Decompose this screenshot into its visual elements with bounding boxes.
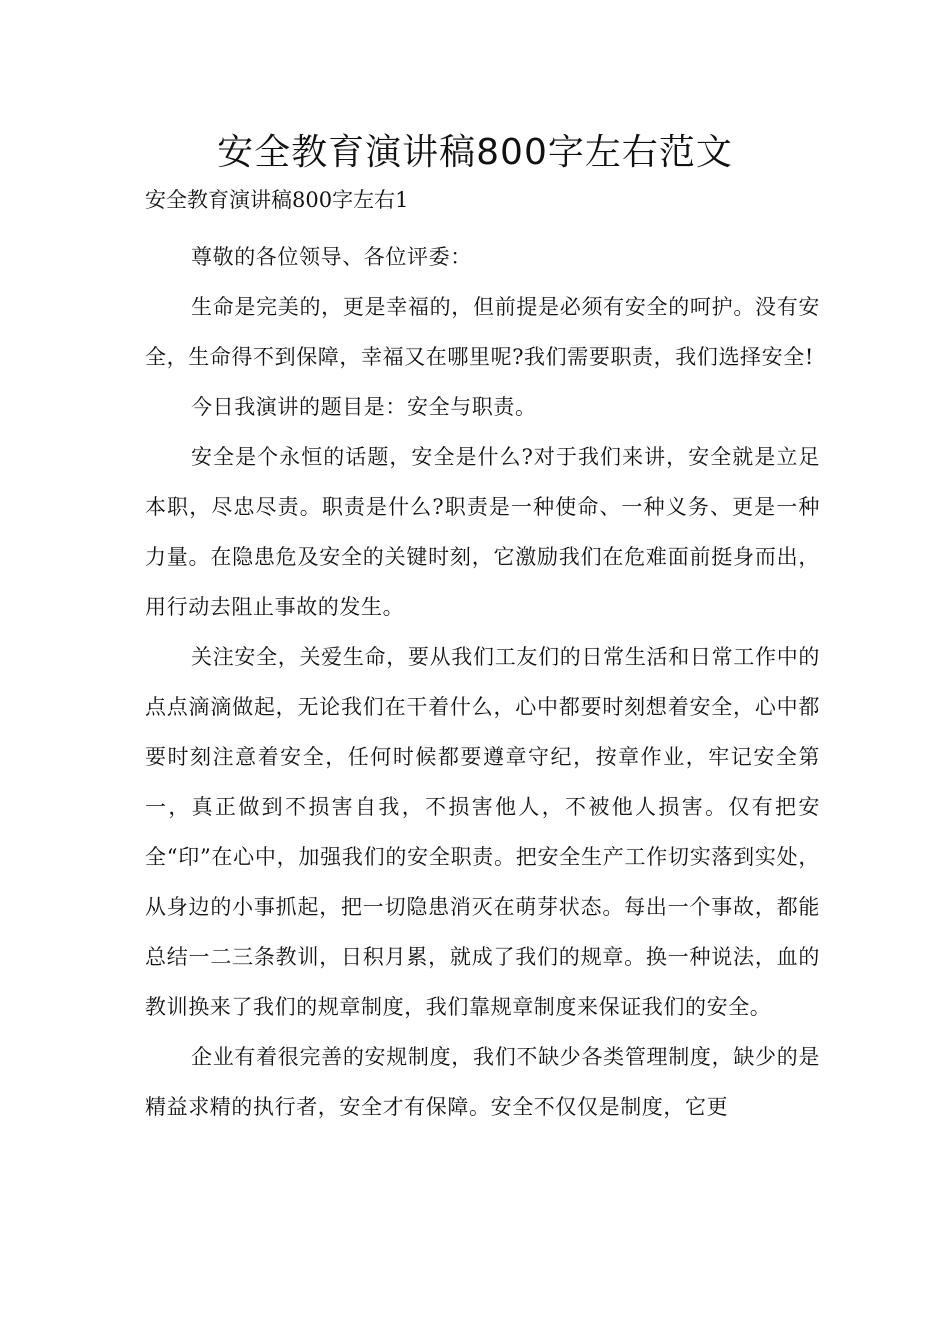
paragraph: 关注安全，关爱生命，要从我们工友们的日常生活和日常工作中的点点滴滴做起，无论我们在干着什么，心中都要时刻想着安全，心中都要时刻注意着安全，任何时候都要遵章守纪，按章作业，牢记安全第一，真正做到不损害自我，不损害他人，不被他人损害。仅有把安全“印”在心中，加强我们的安全职责。把安全生产工作切实落到实处，从身边的小事抓起，把一切隐患消灭在萌芽状态。每出一个事故，都能总结一二三条教训，日积月累，就成了我们的规章。换一种说法，血的教训换来了我们的规章制度，我们靠规章制度来保证我们的安全。 — [145, 645, 820, 1019]
document-title: 安全教育演讲稿800字左右范文 — [217, 132, 733, 173]
paragraph: 今日我演讲的题目是：安全与职责。 — [191, 395, 537, 419]
paragraph: 企业有着很完善的安规制度，我们不缺少各类管理制度，缺少的是精益求精的执行者，安全才有保障。安全不仅仅是制度，它更 — [145, 1045, 820, 1119]
document-body — [145, 232, 820, 1132]
document-subtitle: 安全教育演讲稿800字左右1 — [145, 188, 409, 212]
paragraph-salutation: 尊敬的各位领导、各位评委： — [191, 245, 472, 269]
paragraph: 生命是完美的，更是幸福的，但前提是必须有安全的呵护。没有安全，生命得不到保障，幸福又在哪里呢?我们需要职责，我们选择安全! — [145, 295, 820, 369]
paragraph: 安全是个永恒的话题，安全是什么?对于我们来讲，安全就是立足本职，尽忠尽责。职责是什么?职责是一种使命、一种义务、更是一种力量。在隐患危及安全的关键时刻，它激励我们在危难面前挺身而出，用行动去阻止事故的发生。 — [145, 445, 820, 619]
